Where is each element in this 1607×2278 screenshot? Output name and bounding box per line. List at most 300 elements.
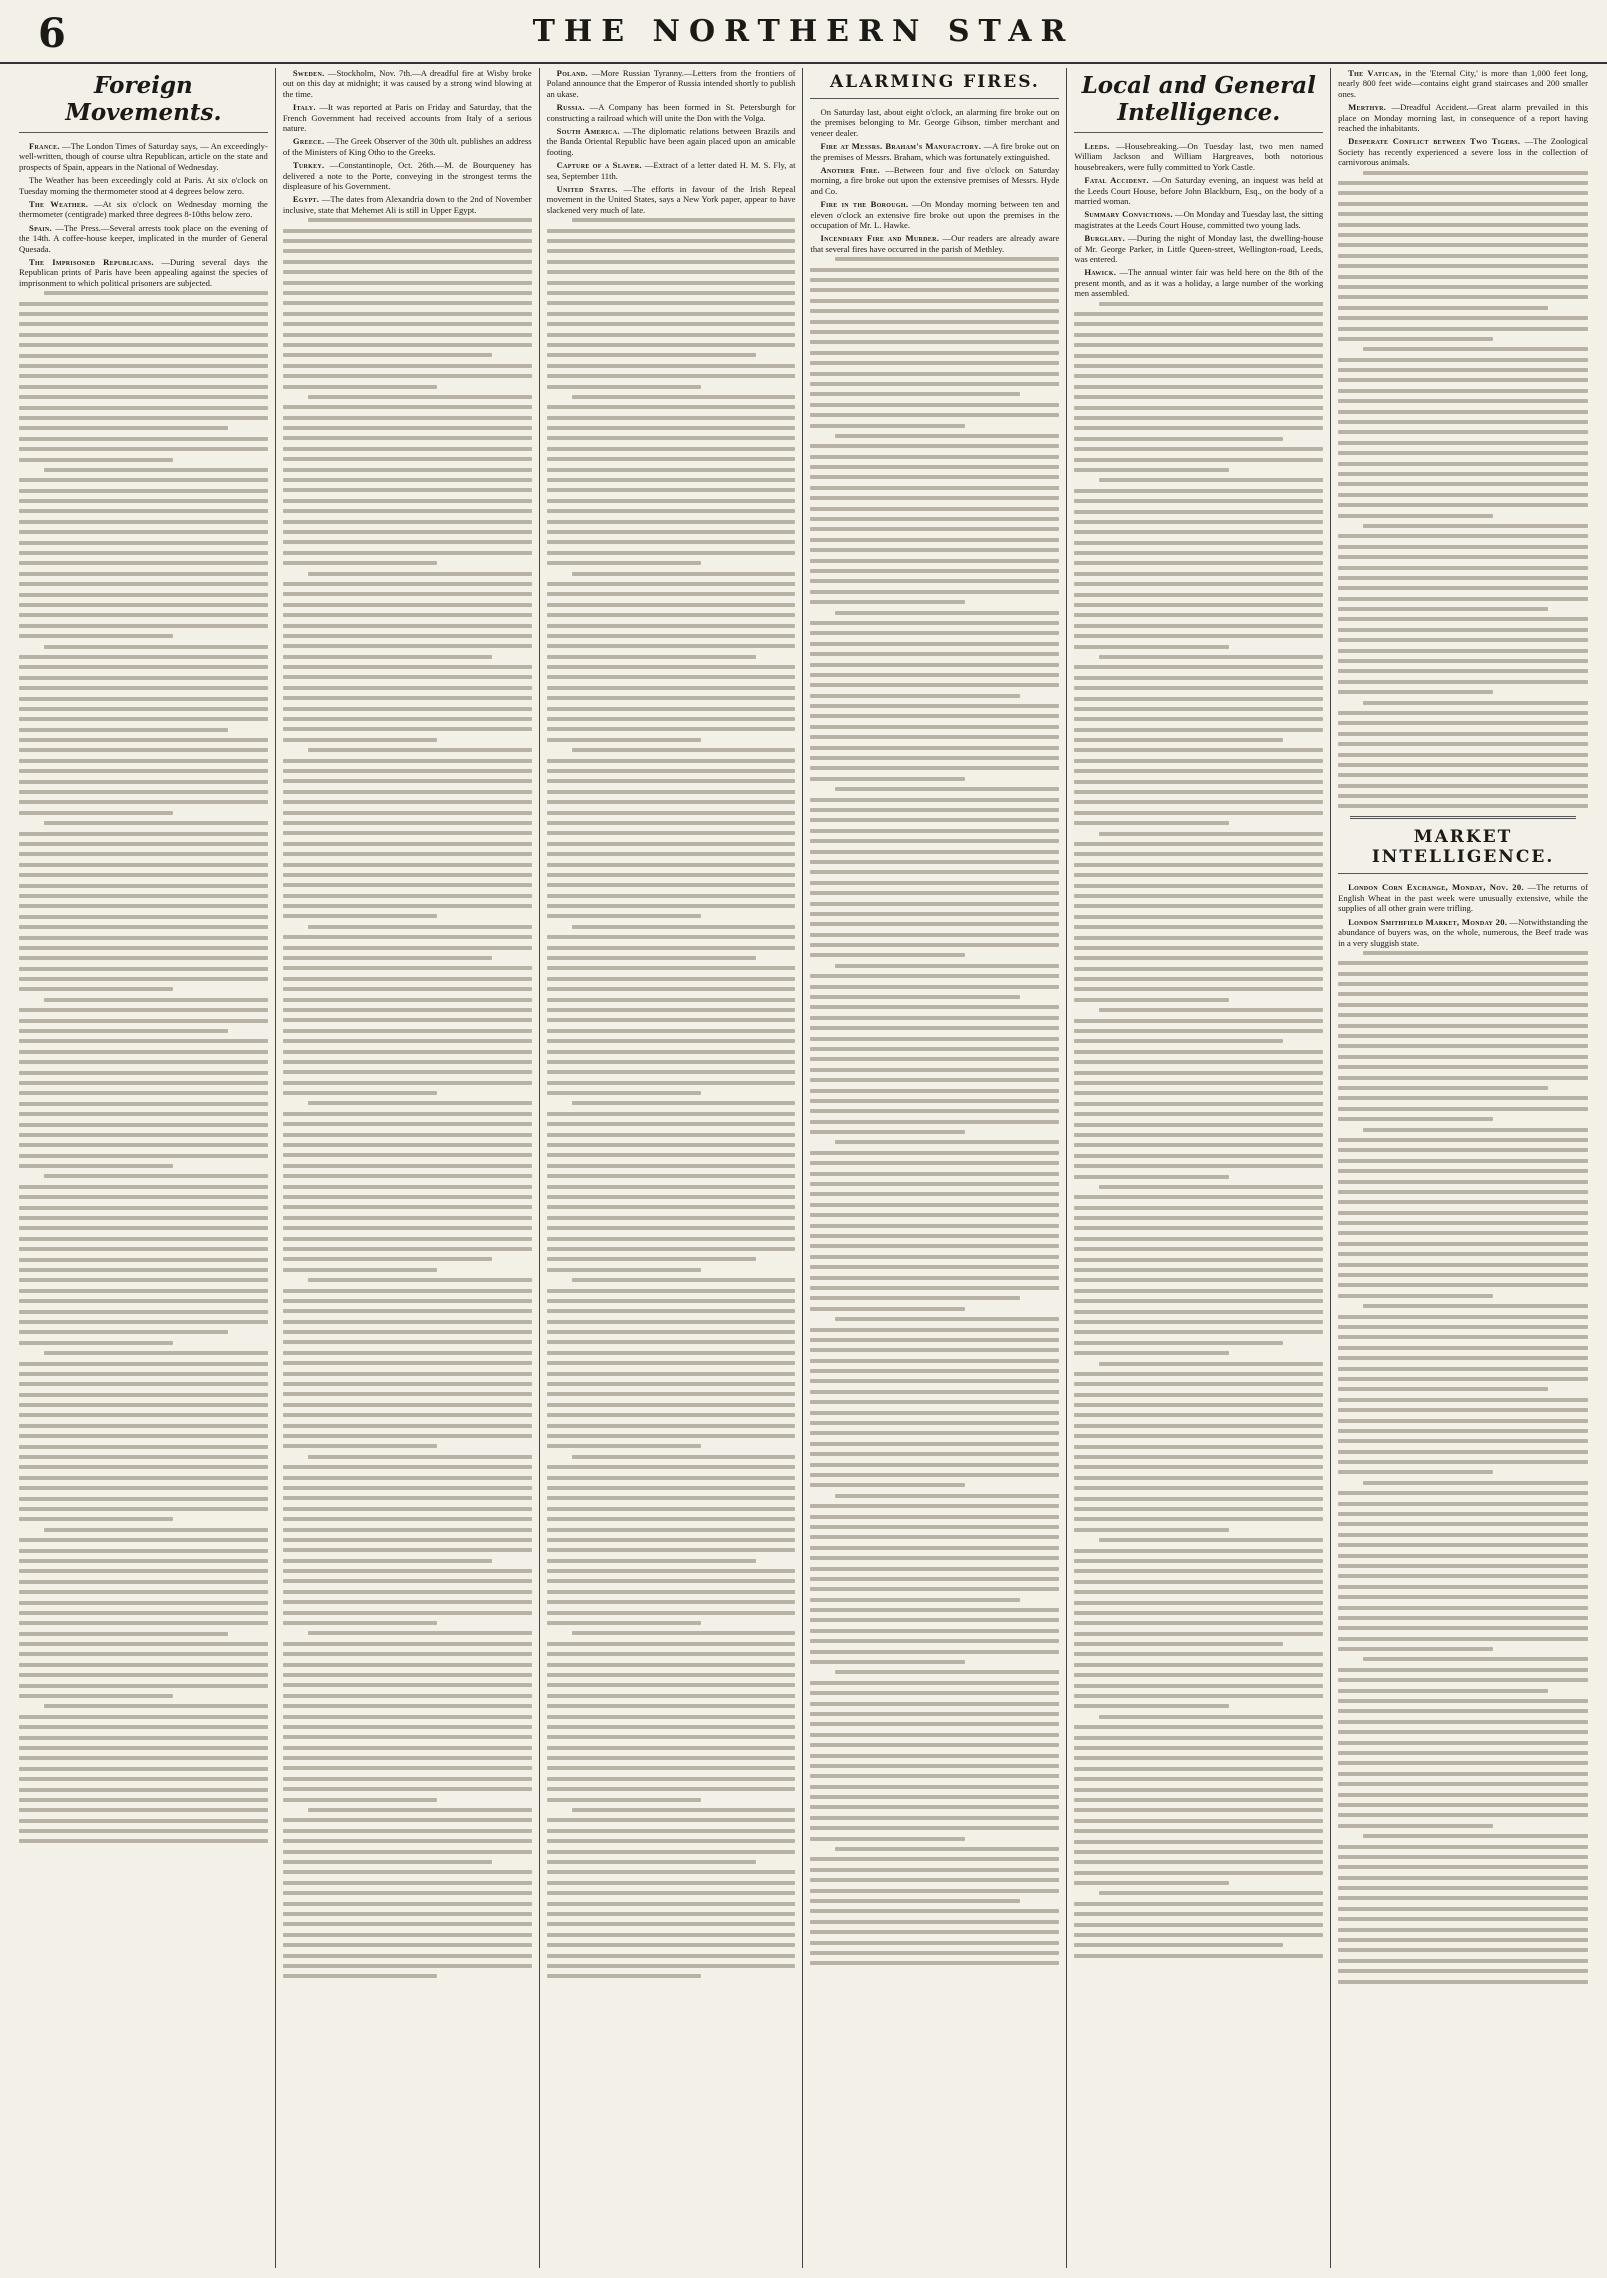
- text-line: [810, 299, 1059, 303]
- article-paragraph: [283, 136, 532, 157]
- text-line: [810, 1618, 1059, 1622]
- text-line: [1338, 285, 1588, 289]
- text-line: [19, 1621, 268, 1625]
- text-line: [1074, 1777, 1323, 1781]
- text-line: [19, 780, 268, 784]
- text-line: [1338, 1689, 1548, 1693]
- text-line: [19, 509, 268, 513]
- text-line: [283, 717, 532, 721]
- text-line: [1074, 1684, 1323, 1688]
- text-line: [19, 593, 268, 597]
- text-line: [1338, 961, 1588, 965]
- text-line: [547, 1247, 796, 1251]
- text-line: [572, 572, 796, 576]
- text-line: [810, 1120, 1059, 1124]
- text-line: [810, 642, 1059, 646]
- text-line: [1338, 1024, 1588, 1028]
- text-line: [19, 946, 268, 950]
- article-text: —Constantinople, Oct. 26th.—M. de Bourqueney has delivered a note to the Porte, conveying in the strongest terms the displeasure of his Government.: [282, 160, 532, 192]
- text-line: [1338, 1419, 1588, 1423]
- text-line: [810, 1795, 1059, 1799]
- text-line: [572, 1455, 796, 1459]
- text-line: [1074, 510, 1323, 514]
- text-line: [547, 1517, 796, 1521]
- text-line: [283, 634, 532, 638]
- text-line: [283, 904, 532, 908]
- text-line: [283, 1673, 532, 1677]
- text-line: [547, 1964, 796, 1968]
- text-line: [810, 465, 1059, 469]
- text-line: [1074, 1569, 1323, 1573]
- text-line: [1074, 1829, 1323, 1833]
- text-line: [19, 1185, 268, 1189]
- text-line: [547, 1039, 796, 1043]
- text-line: [547, 1850, 796, 1854]
- text-line: [1338, 1772, 1588, 1776]
- text-line: [19, 1663, 268, 1667]
- text-line: [283, 1766, 532, 1770]
- text-line: [547, 1268, 701, 1272]
- text-line: [1338, 586, 1588, 590]
- text-line: [19, 1434, 268, 1438]
- text-line: [810, 1504, 1059, 1508]
- text-line: [283, 894, 532, 898]
- text-line: [810, 829, 1059, 833]
- text-line: [810, 1889, 1059, 1893]
- text-line: [283, 707, 532, 711]
- text-line: [19, 1320, 268, 1324]
- text-line: [283, 1548, 532, 1552]
- text-line: [19, 1673, 268, 1677]
- text-line: [810, 1857, 1059, 1861]
- text-line: [547, 436, 796, 440]
- text-line: [1338, 1408, 1588, 1412]
- text-line: [547, 1413, 796, 1417]
- text-line: [19, 374, 268, 378]
- text-line: [19, 1798, 268, 1802]
- text-line: [810, 798, 1059, 802]
- text-line: [283, 1881, 532, 1885]
- text-line: [810, 1577, 1059, 1581]
- text-line: [810, 631, 1059, 635]
- text-line: [810, 548, 1059, 552]
- text-line: [19, 1549, 268, 1553]
- text-line: [283, 1237, 532, 1241]
- text-line: [1074, 1330, 1323, 1334]
- text-line: [1074, 1341, 1283, 1345]
- text-line: [283, 229, 532, 233]
- text-line: [19, 1154, 268, 1158]
- article-text: —On Saturday evening, an inquest was held at the Leeds Court House, before John Blackburn, Esq., on the body of a married woman.: [1074, 175, 1324, 207]
- column-6-text-block-top: [1338, 171, 1588, 809]
- text-line: [19, 1050, 268, 1054]
- section-heading-local: Local and General Intelligence.: [1074, 72, 1323, 133]
- text-line: [1074, 769, 1323, 773]
- text-line: [283, 1839, 532, 1843]
- text-line: [1074, 1206, 1323, 1210]
- text-line: [283, 1122, 532, 1126]
- text-line: [547, 1735, 796, 1739]
- text-line: [19, 489, 268, 493]
- text-line: [308, 1455, 532, 1459]
- article-text: The Weather has been exceedingly cold at Paris. At six o'clock on Tuesday morning the thermometer stood at 4 degrees below zero.: [19, 175, 268, 196]
- text-line: [810, 1909, 1059, 1913]
- text-line: [1338, 1200, 1588, 1204]
- masthead: [0, 0, 1607, 64]
- text-line: [810, 590, 1059, 594]
- text-line: [19, 426, 228, 430]
- text-line: [283, 1361, 532, 1365]
- text-line: [572, 1631, 796, 1635]
- text-line: [547, 1954, 796, 1958]
- text-line: [810, 1109, 1059, 1113]
- text-line: [283, 291, 532, 295]
- text-line: [1338, 1668, 1588, 1672]
- text-line: [1099, 832, 1323, 836]
- text-line: [1074, 686, 1323, 690]
- text-line: [810, 1837, 964, 1841]
- article-text: —It was reported at Paris on Friday and Saturday, that the French Government had received accounts from Italy of a serious nature.: [282, 102, 532, 134]
- text-line: [1074, 1091, 1323, 1095]
- text-line: [547, 831, 796, 835]
- text-line: [547, 1070, 796, 1074]
- text-line: [1338, 1886, 1588, 1890]
- text-line: [283, 312, 532, 316]
- text-line: [810, 1400, 1059, 1404]
- text-line: [1074, 1621, 1323, 1625]
- column-1-articles: [19, 141, 268, 288]
- text-line: [1338, 181, 1588, 185]
- text-line: [1338, 1429, 1588, 1433]
- text-line: [1338, 378, 1588, 382]
- text-line: [547, 1008, 796, 1012]
- article-paragraph: [810, 199, 1059, 230]
- text-line: [1074, 1590, 1323, 1594]
- text-line: [19, 748, 268, 752]
- text-line: [19, 728, 228, 732]
- text-line: [1074, 489, 1323, 493]
- text-line: [547, 873, 796, 877]
- text-line: [1338, 1782, 1588, 1786]
- text-line: [19, 1278, 268, 1282]
- text-line: [547, 281, 796, 285]
- text-line: [547, 1912, 796, 1916]
- text-line: [1338, 358, 1588, 362]
- text-line: [1363, 1834, 1588, 1838]
- text-line: [810, 818, 1059, 822]
- text-line: [810, 808, 1059, 812]
- text-line: [283, 831, 532, 835]
- text-line: [810, 725, 1059, 729]
- text-line: [810, 1660, 964, 1664]
- text-line: [1074, 800, 1323, 804]
- text-line: [19, 343, 268, 347]
- text-line: [1338, 1928, 1588, 1932]
- text-line: [547, 468, 796, 472]
- text-line: [547, 769, 796, 773]
- text-line: [810, 1556, 1059, 1560]
- text-line: [283, 530, 532, 534]
- text-line: [1338, 1283, 1588, 1287]
- text-line: [547, 1839, 796, 1843]
- text-line: [283, 624, 532, 628]
- text-line: [19, 811, 173, 815]
- text-line: [1338, 1522, 1588, 1526]
- text-line: [810, 1452, 1059, 1456]
- text-line: [19, 520, 268, 524]
- text-line: [19, 1289, 268, 1293]
- text-line: [1338, 1595, 1588, 1599]
- text-line: [572, 925, 796, 929]
- text-line: [547, 1050, 796, 1054]
- text-line: [1338, 982, 1588, 986]
- text-line: [810, 309, 1059, 313]
- text-line: [283, 1912, 532, 1916]
- text-line: [283, 582, 532, 586]
- text-line: [547, 686, 796, 690]
- text-line: [547, 1777, 796, 1781]
- text-line: [547, 696, 796, 700]
- column-4: [803, 68, 1067, 2268]
- article-paragraph: [1338, 68, 1588, 99]
- text-line: [19, 1684, 268, 1688]
- text-line: [283, 738, 437, 742]
- text-line: [283, 1704, 532, 1708]
- text-line: [547, 551, 796, 555]
- text-line: [547, 364, 796, 368]
- text-line: [810, 1213, 1059, 1217]
- text-line: [1338, 1003, 1588, 1007]
- article-text: —Between four and five o'clock on Saturday morning, a fire broke out upon the extensive premises of Messrs. Hyde and Co.: [810, 165, 1060, 196]
- article-lead: Fire at Messrs. Braham's Manufactory.: [820, 141, 982, 152]
- text-line: [1074, 333, 1323, 337]
- text-line: [283, 1715, 532, 1719]
- text-line: [19, 1694, 173, 1698]
- text-line: [810, 320, 1059, 324]
- text-line: [1074, 1029, 1323, 1033]
- text-line: [19, 1112, 268, 1116]
- text-line: [1338, 638, 1588, 642]
- column-5: [1067, 68, 1331, 2268]
- text-line: [835, 611, 1059, 615]
- text-line: [572, 748, 796, 752]
- article-paragraph: [1338, 136, 1588, 167]
- text-line: [283, 1590, 532, 1594]
- text-line: [547, 1029, 796, 1033]
- text-line: [19, 1081, 268, 1085]
- article-paragraph: [283, 102, 532, 133]
- text-line: [547, 1018, 796, 1022]
- text-line: [1338, 1876, 1588, 1880]
- text-line: [1338, 680, 1588, 684]
- text-line: [547, 1974, 701, 1978]
- text-line: [19, 1310, 268, 1314]
- article-paragraph: [547, 68, 796, 99]
- text-line: [547, 1590, 796, 1594]
- text-line: [1338, 1502, 1588, 1506]
- text-line: [547, 270, 796, 274]
- text-line: [19, 312, 268, 316]
- text-line: [283, 1257, 492, 1261]
- text-line: [1074, 707, 1323, 711]
- text-line: [19, 925, 268, 929]
- text-line: [547, 1476, 796, 1480]
- text-line: [1074, 1840, 1323, 1844]
- text-line: [1338, 1616, 1588, 1620]
- text-line: [810, 1816, 1059, 1820]
- text-line: [283, 561, 437, 565]
- text-line: [810, 1712, 1059, 1716]
- text-line: [283, 1974, 437, 1978]
- text-line: [547, 1746, 796, 1750]
- text-line: [547, 717, 796, 721]
- text-line: [19, 1736, 268, 1740]
- text-line: [835, 434, 1059, 438]
- text-line: [1074, 1019, 1323, 1023]
- text-line: [547, 1237, 796, 1241]
- text-line: [547, 675, 796, 679]
- text-line: [283, 977, 532, 981]
- text-line: [810, 1431, 1059, 1435]
- text-line: [1074, 665, 1323, 669]
- text-line: [1074, 884, 1323, 888]
- text-line: [19, 385, 268, 389]
- text-line: [283, 1663, 532, 1667]
- text-line: [1074, 1923, 1323, 1927]
- text-line: [810, 330, 1059, 334]
- text-line: [810, 1182, 1059, 1186]
- text-line: [810, 569, 1059, 573]
- text-line: [547, 1559, 756, 1563]
- text-line: [1074, 1673, 1323, 1677]
- text-line: [810, 1483, 964, 1487]
- text-line: [19, 655, 268, 659]
- article-paragraph: [1338, 882, 1588, 913]
- text-line: [283, 1330, 532, 1334]
- text-line: [283, 405, 532, 409]
- text-line: [1338, 1107, 1588, 1111]
- text-line: [1338, 1512, 1588, 1516]
- article-text: —On Monday morning between ten and eleven o'clock an extensive fire broke out upon the premises in the occupation of Mr. L. Hawke.: [810, 199, 1060, 231]
- text-line: [283, 249, 532, 253]
- text-line: [1338, 1211, 1588, 1215]
- text-line: [19, 884, 268, 888]
- text-line: [547, 1496, 796, 1500]
- text-line: [547, 592, 796, 596]
- text-line: [283, 946, 532, 950]
- article-lead: Greece.: [292, 136, 325, 147]
- text-line: [1074, 1756, 1323, 1760]
- text-line: [810, 1359, 1059, 1363]
- text-line: [283, 603, 532, 607]
- text-line: [283, 499, 532, 503]
- text-line: [1074, 645, 1228, 649]
- article-lead: Sweden.: [292, 68, 325, 78]
- article-paragraph: [1074, 267, 1323, 298]
- text-line: [1338, 1159, 1588, 1163]
- text-line: [283, 1725, 532, 1729]
- text-line: [19, 1029, 228, 1033]
- article-paragraph: [1074, 209, 1323, 230]
- text-line: [1363, 701, 1588, 705]
- text-line: [283, 1486, 532, 1490]
- text-line: [1074, 364, 1323, 368]
- text-line: [19, 1330, 228, 1334]
- text-line: [19, 832, 268, 836]
- text-line: [283, 1039, 532, 1043]
- text-line: [1338, 1013, 1588, 1017]
- text-line: [1338, 1751, 1588, 1755]
- text-line: [1338, 1678, 1588, 1682]
- article-paragraph: [19, 199, 268, 220]
- text-line: [572, 1278, 796, 1282]
- text-line: [1338, 410, 1588, 414]
- text-line: [1338, 1896, 1588, 1900]
- text-line: [835, 1847, 1059, 1851]
- text-line: [1099, 1715, 1323, 1719]
- article-paragraph: [547, 184, 796, 215]
- text-line: [1074, 1247, 1323, 1251]
- text-line: [19, 1091, 268, 1095]
- text-line: [44, 291, 268, 295]
- text-line: [1363, 524, 1588, 528]
- text-line: [835, 1317, 1059, 1321]
- text-line: [19, 561, 268, 565]
- text-line: [1338, 327, 1588, 331]
- text-line: [1074, 395, 1323, 399]
- text-line: [547, 1403, 796, 1407]
- article-text: —More Russian Tyranny.—Letters from the frontiers of Poland announce that the Emperor of Russia intended shortly to publish an ukase.: [546, 68, 796, 99]
- text-line: [1074, 1268, 1323, 1272]
- text-line: [1338, 1813, 1588, 1817]
- text-line: [1338, 1907, 1588, 1911]
- text-line: [1338, 254, 1588, 258]
- text-line: [1074, 447, 1323, 451]
- text-line: [19, 1164, 173, 1168]
- text-line: [283, 675, 532, 679]
- text-line: [1074, 603, 1323, 607]
- text-line: [810, 340, 1059, 344]
- text-line: [283, 1579, 532, 1583]
- text-line: [810, 1878, 1059, 1882]
- text-line: [283, 883, 532, 887]
- text-line: [1074, 852, 1323, 856]
- text-line: [19, 1008, 268, 1012]
- text-line: [810, 579, 1059, 583]
- article-paragraph: [810, 107, 1059, 138]
- text-line: [547, 603, 796, 607]
- text-line: [283, 1174, 532, 1178]
- text-line: [1338, 1044, 1588, 1048]
- text-line: [283, 1247, 532, 1251]
- text-line: [810, 475, 1059, 479]
- text-line: [283, 779, 532, 783]
- text-line: [283, 1268, 437, 1272]
- text-line: [810, 517, 1059, 521]
- text-line: [1338, 773, 1588, 777]
- text-line: [1338, 389, 1588, 393]
- text-line: [1338, 1948, 1588, 1952]
- text-line: [283, 1413, 532, 1417]
- text-line: [19, 572, 268, 576]
- text-line: [1338, 1865, 1588, 1869]
- article-paragraph: [19, 175, 268, 196]
- text-line: [1338, 337, 1493, 341]
- text-line: [810, 1151, 1059, 1155]
- text-line: [283, 613, 532, 617]
- text-line: [547, 249, 796, 253]
- text-line: [283, 1226, 532, 1230]
